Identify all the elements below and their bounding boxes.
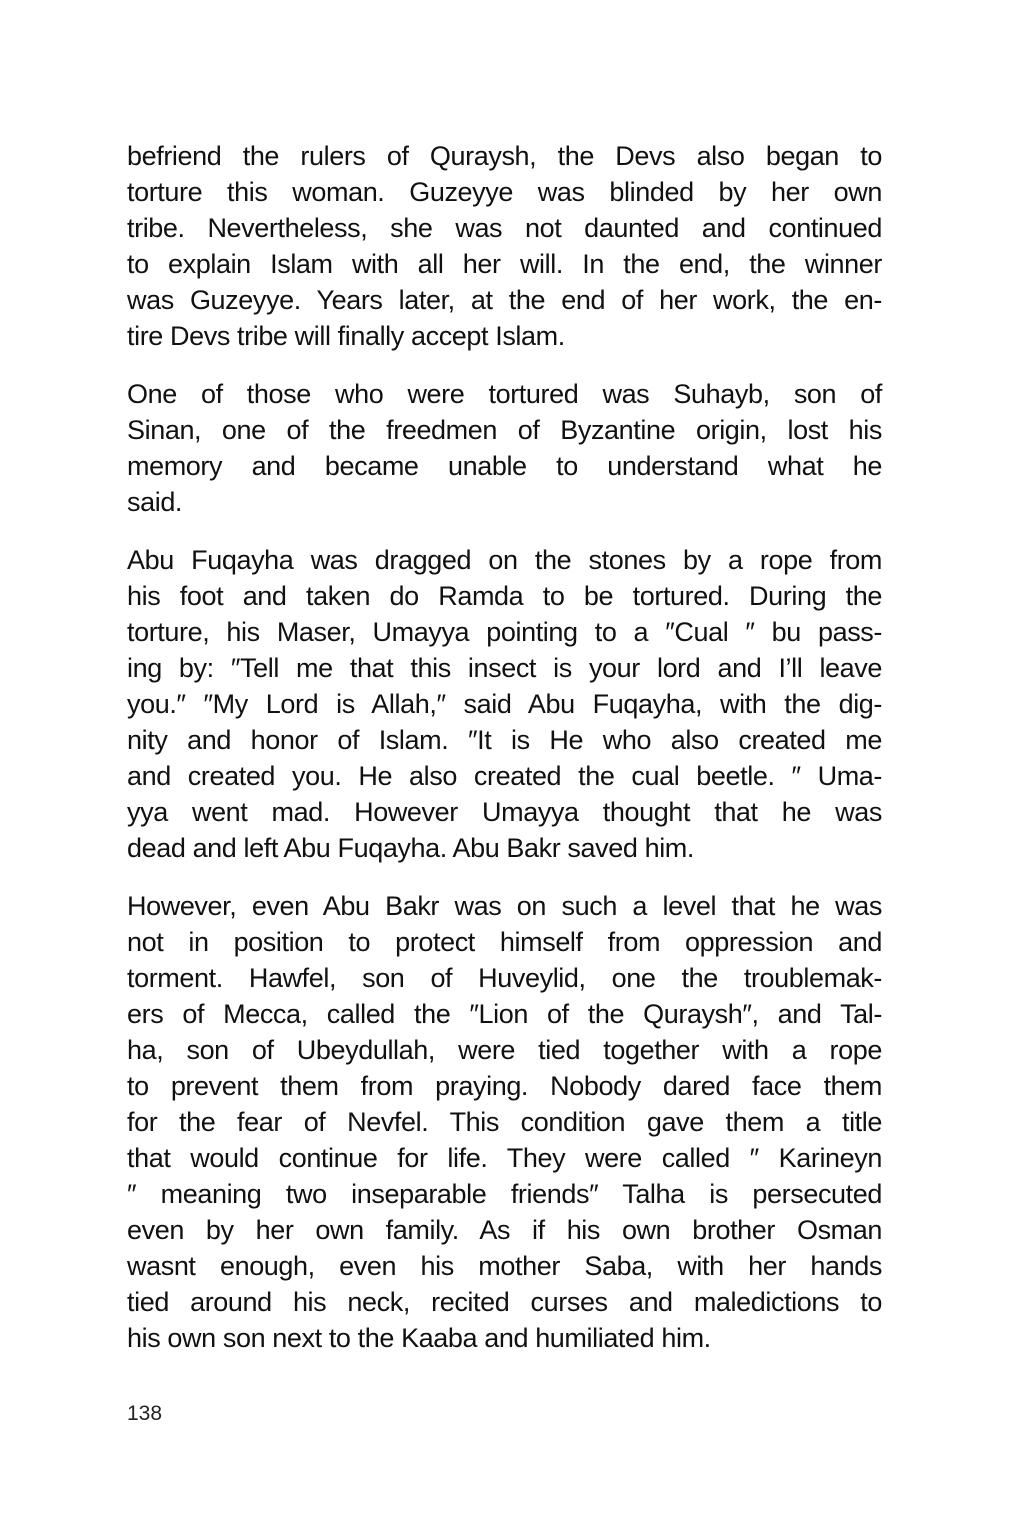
paragraph-1 bbox=[127, 138, 882, 354]
text-line: However, even Abu Bakr was on such a level that he was bbox=[127, 891, 882, 921]
text-line: ers of Mecca, called the ″Lion of the Quraysh″, and Tal- bbox=[127, 999, 882, 1029]
paragraph-2 bbox=[127, 376, 882, 520]
text-line: torture, his Maser, Umayya pointing to a ″Cual ″ bu pass- bbox=[127, 617, 882, 647]
paragraph-4 bbox=[127, 888, 882, 1356]
text-line: torment. Hawfel, son of Huveylid, one the troublemak- bbox=[127, 963, 882, 993]
text-line: dead and left Abu Fuqayha. Abu Bakr saved him. bbox=[127, 833, 694, 863]
text-line: yya went mad. However Umayya thought that he was bbox=[127, 797, 882, 827]
text-line: ″ meaning two inseparable friends″ Talha is persecuted bbox=[127, 1179, 882, 1209]
text-line: ing by: ″Tell me that this insect is your lord and I’ll leave bbox=[127, 653, 882, 683]
text-line: even by her own family. As if his own brother Osman bbox=[127, 1215, 882, 1245]
text-line: not in position to protect himself from oppression and bbox=[127, 927, 882, 957]
text-line: Sinan, one of the freedmen of Byzantine origin, lost his bbox=[127, 415, 882, 445]
page-body bbox=[127, 138, 882, 1378]
text-line: memory and became unable to understand what he bbox=[127, 451, 882, 481]
text-line: to prevent them from praying. Nobody dared face them bbox=[127, 1071, 882, 1101]
text-line: and created you. He also created the cual beetle. ″ Uma- bbox=[127, 761, 882, 791]
text-line: that would continue for life. They were called ″ Karineyn bbox=[127, 1143, 882, 1173]
text-line: his foot and taken do Ramda to be tortured. During the bbox=[127, 581, 882, 611]
text-line: to explain Islam with all her will. In the end, the winner bbox=[127, 249, 882, 279]
paragraph-3 bbox=[127, 542, 882, 866]
text-line: wasnt enough, even his mother Saba, with her hands bbox=[127, 1251, 882, 1281]
text-line: Abu Fuqayha was dragged on the stones by a rope from bbox=[127, 545, 882, 575]
page-number: 138 bbox=[127, 1402, 163, 1425]
text-line: his own son next to the Kaaba and humiliated him. bbox=[127, 1323, 711, 1353]
text-line: nity and honor of Islam. ″It is He who also created me bbox=[127, 725, 882, 755]
text-line: was Guzeyye. Years later, at the end of her work, the en- bbox=[127, 285, 882, 315]
text-line: tied around his neck, recited curses and maledictions to bbox=[127, 1287, 882, 1317]
text-line: ha, son of Ubeydullah, were tied together with a rope bbox=[127, 1035, 882, 1065]
text-line: tire Devs tribe will finally accept Islam. bbox=[127, 321, 565, 351]
text-line: torture this woman. Guzeyye was blinded by her own bbox=[127, 177, 882, 207]
text-line: said. bbox=[127, 487, 183, 517]
text-line: you.″ ″My Lord is Allah,″ said Abu Fuqayha, with the dig- bbox=[127, 689, 882, 719]
text-line: One of those who were tortured was Suhayb, son of bbox=[127, 379, 882, 409]
text-line: for the fear of Nevfel. This condition gave them a title bbox=[127, 1107, 882, 1137]
text-line: befriend the rulers of Quraysh, the Devs also began to bbox=[127, 141, 882, 171]
text-line: tribe. Nevertheless, she was not daunted and continued bbox=[127, 213, 882, 243]
